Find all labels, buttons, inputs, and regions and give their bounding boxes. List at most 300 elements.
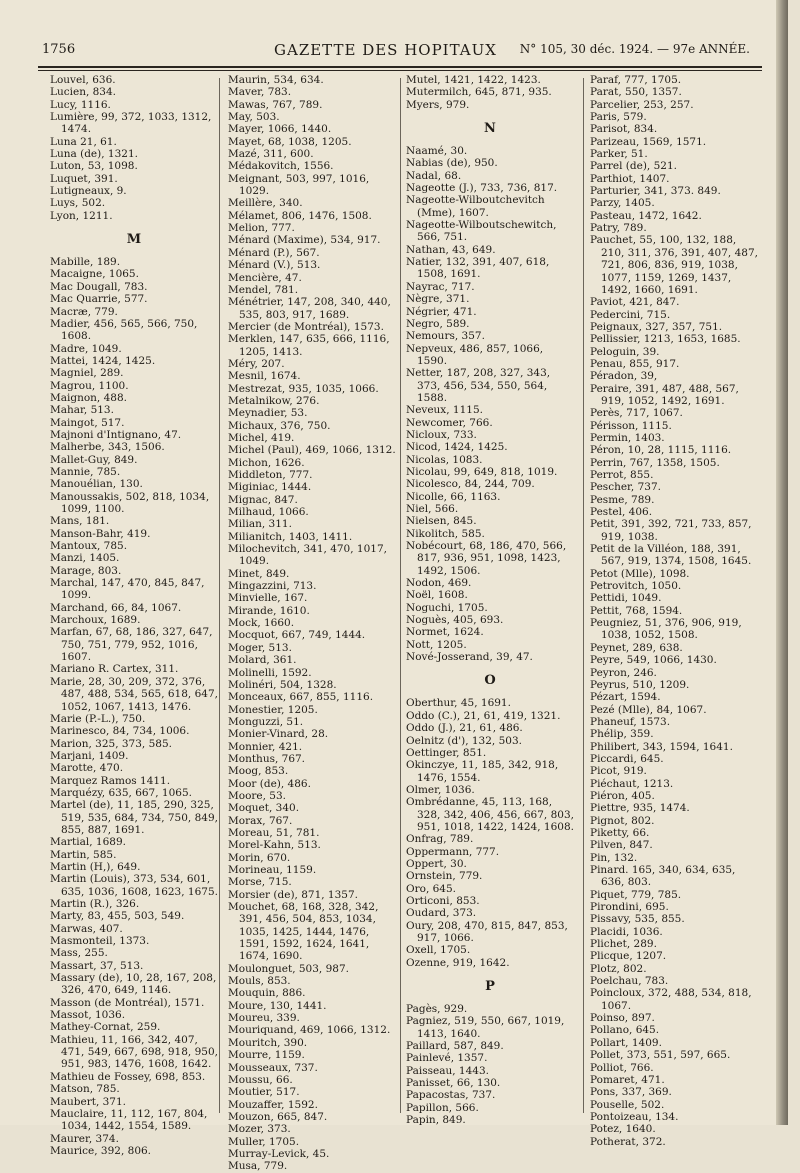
index-entry: Périsson, 1115. <box>590 419 672 432</box>
index-entry: Mac Dougall, 783. <box>50 280 148 293</box>
index-entry: Noël, 1608. <box>406 589 468 602</box>
index-entry: Maingot, 517. <box>50 416 125 429</box>
index-entry: Poinso, 897. <box>590 1012 655 1025</box>
index-entry: Pettidi, 1049. <box>590 592 662 605</box>
index-entry: Mahar, 513. <box>50 404 114 417</box>
header-rule <box>38 66 762 68</box>
index-column-1 <box>50 74 218 1157</box>
index-entry: Oxell, 1705. <box>406 944 471 957</box>
index-entry: Moure, 130, 1441. <box>228 999 327 1012</box>
index-entry: Moger, 513. <box>228 641 292 654</box>
section-letter: O <box>484 673 496 689</box>
index-entry: Négrier, 471. <box>406 305 477 318</box>
index-entry: Marinesco, 84, 734, 1006. <box>50 725 190 738</box>
index-entry: Moreau, 51, 781. <box>228 826 320 839</box>
index-entry: Plicque, 1207. <box>590 950 667 963</box>
index-entry: Meignant, 503, 997, 1016, 1029. <box>228 172 370 198</box>
index-entry: Ombrédanne, 45, 113, 168, 328, 342, 406, 456, 667, 803, 951, 1018, 1422, 1424, 1608. <box>406 796 574 833</box>
index-entry: Permin, 1403. <box>590 431 665 444</box>
index-entry: Panisset, 66, 130. <box>406 1077 501 1090</box>
index-entry: Peugniez, 51, 376, 906, 919, 1038, 1052, 1508. <box>590 617 742 642</box>
index-entry: Molinelli, 1592. <box>228 666 312 679</box>
index-entry: Peyre, 549, 1066, 1430. <box>590 654 717 667</box>
section-letter: N <box>484 121 496 137</box>
index-entry: Matson, 785. <box>50 1083 120 1096</box>
index-entry: Okinczye, 11, 185, 342, 918, 1476, 1554. <box>406 759 559 784</box>
index-entry: Morax, 767. <box>228 814 293 827</box>
index-entry: Molard, 361. <box>228 654 297 667</box>
index-entry: Moureu, 339. <box>228 1012 300 1025</box>
index-entry: Morse, 715. <box>228 876 292 889</box>
index-entry: Pestel, 406. <box>590 506 653 519</box>
index-entry: Oudard, 373. <box>406 907 477 920</box>
index-entry: Painlevé, 1357. <box>406 1052 488 1065</box>
page-edge <box>776 0 788 1125</box>
index-entry: Maignon, 488. <box>50 391 127 404</box>
index-entry: Pedercini, 715. <box>590 308 671 321</box>
index-entry: Peyron, 246. <box>590 666 657 679</box>
index-entry: Molinéri, 504, 1328. <box>228 678 337 691</box>
index-entry: Maver, 783. <box>228 86 292 99</box>
index-entry: Mingazzini, 713. <box>228 580 317 593</box>
index-entry: Pagès, 929. <box>406 1003 468 1016</box>
index-entry: Mignac, 847. <box>228 493 298 506</box>
index-entry: Ornstein, 779. <box>406 870 483 883</box>
index-entry: Onfrag, 789. <box>406 833 474 846</box>
index-entry: Monnier, 421. <box>228 740 303 753</box>
page-number: 1756 <box>42 42 76 57</box>
index-entry: Pinard. 165, 340, 634, 635, 636, 803. <box>590 864 736 889</box>
index-entry: Pilven, 847. <box>590 839 653 852</box>
section-letter: P <box>485 979 495 995</box>
index-entry: Pollet, 373, 551, 597, 665. <box>590 1049 731 1062</box>
index-entry: Mourre, 1159. <box>228 1049 305 1062</box>
index-entry: Moulonguet, 503, 987. <box>228 962 349 975</box>
index-entry: Oettinger, 851. <box>406 746 487 759</box>
index-entry: Marotte, 470. <box>50 762 124 775</box>
index-entry: Nobécourt, 68, 186, 470, 566, 817, 936, 951, 1098, 1423, 1492, 1506. <box>406 540 567 577</box>
index-entry: Mantoux, 785. <box>50 540 128 553</box>
index-entry: Mawas, 767, 789. <box>228 98 323 111</box>
index-entry: Mayet, 68, 1038, 1205. <box>228 135 352 148</box>
index-entry: Mans, 181. <box>50 515 110 528</box>
index-entry: Oppert, 30. <box>406 857 467 870</box>
index-entry: Marquézy, 635, 667, 1065. <box>50 786 192 799</box>
index-entry: Monthus, 767. <box>228 752 306 765</box>
index-entry: Potherat, 372. <box>590 1135 666 1148</box>
index-entry: Nageotte-Wilboutchevitch (Mme), 1607. <box>406 194 545 219</box>
index-entry: Marty, 83, 455, 503, 549. <box>50 910 185 923</box>
index-entry: Noguchi, 1705. <box>406 601 488 614</box>
index-entry: Maurice, 392, 806. <box>50 1144 152 1157</box>
index-entry: Mesnil, 1674. <box>228 370 301 383</box>
index-entry: Mathieu de Fossey, 698, 853. <box>50 1070 206 1083</box>
index-entry: Mallet-Guy, 849. <box>50 453 138 466</box>
index-entry: Placidi, 1036. <box>590 925 663 938</box>
column-divider <box>219 78 220 1113</box>
index-entry: Paris, 579. <box>590 111 647 124</box>
index-entry: Mirande, 1610. <box>228 604 310 617</box>
index-entry: Monguzzi, 51. <box>228 715 304 728</box>
index-entry: Perès, 717, 1067. <box>590 407 683 420</box>
index-entry: Médakovitch, 1556. <box>228 160 334 173</box>
index-entry: Marchoux, 1689. <box>50 614 141 627</box>
index-entry: Pin, 132. <box>590 851 638 864</box>
index-entry: Paviot, 421, 847. <box>590 296 680 309</box>
index-entry: Mencière, 47. <box>228 271 302 284</box>
index-entry: Nepveux, 486, 857, 1066, 1590. <box>406 342 544 367</box>
journal-title: GAZETTE DES HOPITAUX <box>274 41 497 59</box>
index-entry: Michon, 1626. <box>228 456 305 469</box>
index-entry: Nègre, 371. <box>406 293 470 306</box>
index-entry: Moor (de), 486. <box>228 777 311 790</box>
header-rule-thin <box>38 70 762 71</box>
index-entry: Nemours, 357. <box>406 330 485 343</box>
index-entry: Madier, 456, 565, 566, 750, 1608. <box>50 317 198 343</box>
index-entry: Méry, 207. <box>228 357 285 370</box>
index-entry: Milian, 311. <box>228 518 292 531</box>
index-entry: Meillère, 340. <box>228 197 303 210</box>
index-entry: Masson (de Montréal), 1571. <box>50 996 205 1009</box>
index-entry: Papacostas, 737. <box>406 1089 496 1102</box>
index-entry: Nott, 1205. <box>406 638 467 651</box>
index-entry: Morineau, 1159. <box>228 864 317 876</box>
index-entry: Pignot, 802. <box>590 814 655 827</box>
index-entry: Martin, 585. <box>50 848 117 861</box>
index-entry: Piéron, 405. <box>590 789 655 802</box>
index-entry: Lyon, 1211. <box>50 209 113 222</box>
index-entry: Piccardi, 645. <box>590 752 664 765</box>
index-entry: Moquet, 340. <box>228 802 300 815</box>
index-entry: Olmer, 1036. <box>406 783 475 796</box>
index-entry: Manzi, 1405. <box>50 552 120 565</box>
index-entry: Paraf, 777, 1705. <box>590 74 682 86</box>
index-entry: Mouzaffer, 1592. <box>228 1098 318 1111</box>
index-entry: Parthiot, 1407. <box>590 172 670 185</box>
index-entry: Pollart, 1409. <box>590 1036 662 1049</box>
index-entry: Morsier (de), 871, 1357. <box>228 888 358 901</box>
index-entry: Nicloux, 733. <box>406 428 477 441</box>
index-entry: Piquet, 779, 785. <box>590 888 682 901</box>
index-entry: Massot, 1036. <box>50 1009 126 1022</box>
index-entry: Morin, 670. <box>228 851 291 864</box>
index-entry: Mouls, 853. <box>228 975 291 988</box>
index-entry: Magniel, 289. <box>50 367 124 380</box>
index-entry: Majnoni d'Intignano, 47. <box>50 428 182 441</box>
index-entry: Moore, 53. <box>228 789 287 802</box>
index-entry: Mazé, 311, 600. <box>228 148 314 161</box>
index-entry: Piettre, 935, 1474. <box>590 802 690 815</box>
index-entry: Marwas, 407. <box>50 922 123 935</box>
index-entry: Mestrezat, 935, 1035, 1066. <box>228 382 379 395</box>
index-entry: Penau, 855, 917. <box>590 357 680 370</box>
index-entry: Mélamet, 806, 1476, 1508. <box>228 209 372 222</box>
index-entry: Martin (H,), 649. <box>50 860 141 873</box>
index-entry: Martin (R.), 326. <box>50 898 140 910</box>
index-entry: Lucy, 1116. <box>50 98 111 111</box>
index-entry: Pomaret, 471. <box>590 1073 665 1086</box>
index-entry: Mauclaire, 11, 112, 167, 804, 1034, 1442, 1554, 1589. <box>50 1107 208 1133</box>
index-entry: Phélip, 359. <box>590 728 654 741</box>
index-entry: Natier, 132, 391, 407, 618, 1508, 1691. <box>406 256 550 281</box>
index-entry: Mouritch, 390. <box>228 1036 308 1049</box>
index-entry: Nielsen, 845. <box>406 515 477 528</box>
index-entry: Oppermann, 777. <box>406 845 500 858</box>
index-entry: Musa, 779. <box>228 1160 288 1173</box>
index-entry: Ménard (Maxime), 534, 917. <box>228 234 381 247</box>
index-entry: Moutier, 517. <box>228 1086 300 1099</box>
index-entry: Piketty, 66. <box>590 826 650 839</box>
index-entry: Ménard (V.), 513. <box>228 259 321 272</box>
index-entry: Pettit, 768, 1594. <box>590 604 683 617</box>
issue-info: N° 105, 30 déc. 1924. — 97e ANNÉE. <box>519 42 750 56</box>
index-entry: Nicolesco, 84, 244, 709. <box>406 478 535 491</box>
index-entry: Monier-Vinard, 28. <box>228 728 329 741</box>
index-entry: Myers, 979. <box>406 98 470 111</box>
index-entry: Pézart, 1594. <box>590 691 661 704</box>
index-entry: Pesme, 789. <box>590 493 655 506</box>
index-entry: Luquet, 391. <box>50 172 118 185</box>
index-entry: Monestier, 1205. <box>228 703 318 716</box>
index-entry: Orticoni, 853. <box>406 894 480 907</box>
index-entry: Nodon, 469. <box>406 577 472 590</box>
index-entry: Oddo (J.), 21, 61, 486. <box>406 722 523 735</box>
index-entry: Luys, 502. <box>50 197 106 210</box>
index-entry: Peloguin, 39. <box>590 345 660 358</box>
index-entry: Mariano R. Cartex, 311. <box>50 663 179 676</box>
index-entry: Mattei, 1424, 1425. <box>50 354 156 367</box>
index-entry: Martel (de), 11, 185, 290, 325, 519, 535, 684, 734, 750, 849, 855, 887, 1691. <box>50 799 218 836</box>
index-entry: Murray-Levick, 45. <box>228 1147 330 1160</box>
index-entry: Piéchaut, 1213. <box>590 777 674 790</box>
index-entry: Parizeau, 1569, 1571. <box>590 135 707 148</box>
index-entry: Petot (Mlle), 1098. <box>590 567 690 580</box>
index-entry: Pouselle, 502. <box>590 1098 665 1111</box>
index-entry: Parker, 51. <box>590 148 648 161</box>
column-divider <box>583 78 584 1113</box>
index-entry: Mass, 255. <box>50 947 108 960</box>
index-entry: Patry, 789. <box>590 222 647 235</box>
index-entry: Minvielle, 167. <box>228 592 308 605</box>
index-entry: Mouriquand, 469, 1066, 1312. <box>228 1024 391 1037</box>
index-entry: Picot, 919. <box>590 765 647 778</box>
index-entry: Moussu, 66. <box>228 1073 293 1086</box>
index-entry: Petit, 391, 392, 721, 733, 857, 919, 1038. <box>590 518 752 543</box>
index-entry: Michaux, 376, 750. <box>228 419 331 432</box>
index-entry: Lucien, 834. <box>50 86 117 99</box>
index-entry: Pagniez, 519, 550, 667, 1019, 1413, 1640. <box>406 1015 565 1040</box>
index-entry: Poincloux, 372, 488, 534, 818, 1067. <box>590 987 752 1012</box>
index-entry: Pollano, 645. <box>590 1024 660 1037</box>
index-entry: Parzy, 1405. <box>590 197 655 210</box>
index-entry: Nicolau, 99, 649, 818, 1019. <box>406 465 558 478</box>
index-entry: Nabias (de), 950. <box>406 157 498 170</box>
index-entry: Lutigneaux, 9. <box>50 185 127 198</box>
index-entry: Netter, 187, 208, 327, 343, 373, 456, 534, 550, 564, 1588. <box>406 367 551 404</box>
index-entry: Neveux, 1115. <box>406 404 483 417</box>
index-entry: Mabille, 189. <box>50 256 121 269</box>
index-entry: Newcomer, 766. <box>406 416 493 429</box>
index-entry: Mac Quarrie, 577. <box>50 293 148 306</box>
index-entry: Pirondini, 695. <box>590 901 669 914</box>
index-entry: Parturier, 341, 373. 849. <box>590 185 721 198</box>
index-entry: Muller, 1705. <box>228 1135 300 1148</box>
index-entry: Malherbe, 343, 1506. <box>50 441 165 454</box>
index-entry: Oberthur, 45, 1691. <box>406 697 511 710</box>
index-entry: Peignaux, 327, 357, 751. <box>590 320 723 333</box>
index-column-3 <box>406 74 574 1126</box>
index-entry: Negro, 589. <box>406 317 470 330</box>
index-entry: Moog, 853. <box>228 765 289 778</box>
index-entry: Poelchau, 783. <box>590 975 669 988</box>
index-entry: Louvel, 636. <box>50 74 116 86</box>
index-entry: Perrin, 767, 1358, 1505. <box>590 456 720 469</box>
index-entry: Pontoizeau, 134. <box>590 1110 679 1123</box>
index-entry: Parat, 550, 1357. <box>590 86 682 99</box>
index-entry: Perrot, 855. <box>590 469 654 481</box>
column-divider <box>400 78 401 1113</box>
index-entry: Pasteau, 1472, 1642. <box>590 209 702 222</box>
index-entry: Marquez Ramos 1411. <box>50 774 171 787</box>
index-entry: Papillon, 566. <box>406 1101 479 1114</box>
index-entry: Mousseaux, 737. <box>228 1061 318 1074</box>
index-entry: May, 503. <box>228 111 280 124</box>
index-entry: Nageotte-Wilboutschewitch, 566, 751. <box>406 219 557 244</box>
index-entry: Maurin, 534, 634. <box>228 74 324 86</box>
index-entry: Minet, 849. <box>228 567 290 580</box>
index-entry: Peynet, 289, 638. <box>590 641 683 654</box>
index-entry: Marjani, 1409. <box>50 749 129 762</box>
index-entry: Parrel (de), 521. <box>590 160 677 173</box>
index-entry: Middleton, 777. <box>228 469 313 481</box>
index-entry: Mouzon, 665, 847. <box>228 1110 328 1123</box>
index-entry: Marie (P.-L.), 750. <box>50 712 146 725</box>
index-entry: Monceaux, 667, 855, 1116. <box>228 691 374 704</box>
index-entry: Nové-Josserand, 39, 47. <box>406 651 533 664</box>
index-entry: Mocquot, 667, 749, 1444. <box>228 629 366 642</box>
index-entry: Ménard (P.), 567. <box>228 246 320 259</box>
index-entry: Pescher, 737. <box>590 481 661 494</box>
index-entry: Oddo (C.), 21, 61, 419, 1321. <box>406 709 561 722</box>
index-entry: Nageotte (J.), 733, 736, 817. <box>406 182 558 195</box>
index-entry: Milochevitch, 341, 470, 1017, 1049. <box>228 543 387 568</box>
index-entry: Péron, 10, 28, 1115, 1116. <box>590 444 732 457</box>
index-entry: Mozer, 373. <box>228 1123 291 1136</box>
index-entry: Madre, 1049. <box>50 342 122 355</box>
index-entry: Melion, 777. <box>228 222 295 235</box>
index-entry: Morel-Kahn, 513. <box>228 839 321 852</box>
index-entry: Mutel, 1421, 1422, 1423. <box>406 74 541 86</box>
index-entry: Nikolitch, 585. <box>406 527 485 540</box>
index-entry: Pezé (Mlle), 84, 1067. <box>590 703 707 716</box>
index-entry: Meynadier, 53. <box>228 407 308 420</box>
index-entry: Niel, 566. <box>406 503 459 515</box>
index-entry: Luton, 53, 1098. <box>50 160 138 173</box>
index-entry: Papin, 849. <box>406 1114 466 1127</box>
index-entry: Pissavy, 535, 855. <box>590 913 685 926</box>
index-entry: Michel, 419. <box>228 431 295 444</box>
index-entry: Marchal, 147, 470, 845, 847, 1099. <box>50 577 205 602</box>
index-entry: Massary (de), 10, 28, 167, 208, 326, 470, 649, 1146. <box>50 972 217 997</box>
index-entry: Oro, 645. <box>406 882 457 895</box>
index-entry: Milianitch, 1403, 1411. <box>228 530 353 543</box>
index-entry: Luna (de), 1321. <box>50 148 138 161</box>
index-entry: Mock, 1660. <box>228 617 295 630</box>
index-entry: Magrou, 1100. <box>50 379 129 392</box>
index-entry: Massart, 37, 513. <box>50 959 144 972</box>
index-entry: Nicolas, 1083. <box>406 453 483 466</box>
index-entry: Naamé, 30. <box>406 145 468 158</box>
index-entry: Macræ, 779. <box>50 305 118 318</box>
index-entry: Oelnitz (d'), 132, 503. <box>406 734 522 747</box>
index-entry: Mercier (de Montréal), 1573. <box>228 320 384 333</box>
index-entry: Peraire, 391, 487, 488, 567, 919, 1052, 1492, 1691. <box>590 382 739 407</box>
index-entry: Nayrac, 717. <box>406 280 475 293</box>
index-entry: Nadal, 68. <box>406 169 462 182</box>
index-entry: Manson-Bahr, 419. <box>50 527 151 540</box>
index-entry: Plotz, 802. <box>590 962 647 975</box>
index-entry: Parcelier, 253, 257. <box>590 98 694 111</box>
index-entry: Marfan, 67, 68, 186, 327, 647, 750, 751, 779, 952, 1016, 1607. <box>50 626 213 664</box>
index-entry: Parisot, 834. <box>590 123 658 136</box>
index-entry: Plichet, 289. <box>590 938 657 951</box>
page-header <box>38 38 764 64</box>
index-entry: Lumière, 99, 372, 1033, 1312, 1474. <box>50 111 212 136</box>
index-column-4 <box>590 74 758 1148</box>
index-entry: Ménétrier, 147, 208, 340, 440, 535, 803, 917, 1689. <box>228 296 391 321</box>
index-entry: Marchand, 66, 84, 1067. <box>50 601 182 614</box>
index-entry: Masmonteil, 1373. <box>50 935 150 948</box>
index-entry: Petit de la Villéon, 188, 391, 567, 919, 1374, 1508, 1645. <box>590 543 752 568</box>
index-entry: Mathey-Cornat, 259. <box>50 1021 161 1034</box>
index-entry: Martial, 1689. <box>50 836 126 849</box>
index-entry: Luna 21, 61. <box>50 135 117 148</box>
index-entry: Potez, 1640. <box>590 1123 656 1136</box>
index-entry: Normet, 1624. <box>406 626 484 639</box>
index-entry: Mathieu, 11, 166, 342, 407, 471, 549, 667, 698, 918, 950, 951, 983, 1476, 1608, 1642. <box>50 1033 218 1071</box>
section-letter: M <box>126 232 142 248</box>
index-entry: Paillard, 587, 849. <box>406 1040 504 1053</box>
index-entry: Merklen, 147, 635, 666, 1116, 1205, 1413. <box>228 333 390 358</box>
index-entry: Noguès, 405, 693. <box>406 614 504 627</box>
index-entry: Pellissier, 1213, 1653, 1685. <box>590 333 741 346</box>
index-column-2 <box>228 74 396 1173</box>
index-entry: Nicolle, 66, 1163. <box>406 490 501 503</box>
index-entry: Philibert, 343, 1594, 1641. <box>590 740 733 753</box>
index-entry: Oury, 208, 470, 815, 847, 853, 917, 1066. <box>406 919 568 944</box>
index-entry: Marion, 325, 373, 585. <box>50 737 172 750</box>
index-entry: Michel (Paul), 469, 1066, 1312. <box>228 444 396 457</box>
index-entry: Mutermilch, 645, 871, 935. <box>406 86 552 99</box>
index-entry: Ozenne, 919, 1642. <box>406 956 510 969</box>
index-entry: Mouquin, 886. <box>228 987 306 1000</box>
index-entry: Péradon, 39, <box>590 370 658 383</box>
index-entry: Mannie, 785. <box>50 465 121 478</box>
index-entry: Miginiac, 1444. <box>228 481 312 494</box>
index-entry: Pauchet, 55, 100, 132, 188, 210, 311, 376, 391, 407, 487, 721, 806, 836, 919, 1038, 1077, 1159, 1269, 1437, 1492, 1660, 1691. <box>590 234 758 296</box>
index-entry: Peyrus, 510, 1209. <box>590 678 690 691</box>
index-entry: Martin (Louis), 373, 534, 601, 635, 1036, 1608, 1623, 1675. <box>50 873 218 898</box>
index-entry: Metalnikow, 276. <box>228 394 320 407</box>
index-entry: Petrovitch, 1050. <box>590 580 682 593</box>
index-entry: Phaneuf, 1573. <box>590 715 671 728</box>
index-entry: Nicod, 1424, 1425. <box>406 441 508 454</box>
index-entry: Polliot, 766. <box>590 1061 654 1074</box>
index-entry: Marage, 803. <box>50 564 122 577</box>
index-entry: Mayer, 1066, 1440. <box>228 123 332 136</box>
index-entry: Marie, 28, 30, 209, 372, 376, 487, 488, 534, 565, 618, 647, 1052, 1067, 1413, 1476. <box>50 675 218 713</box>
index-entry: Paisseau, 1443. <box>406 1064 489 1077</box>
